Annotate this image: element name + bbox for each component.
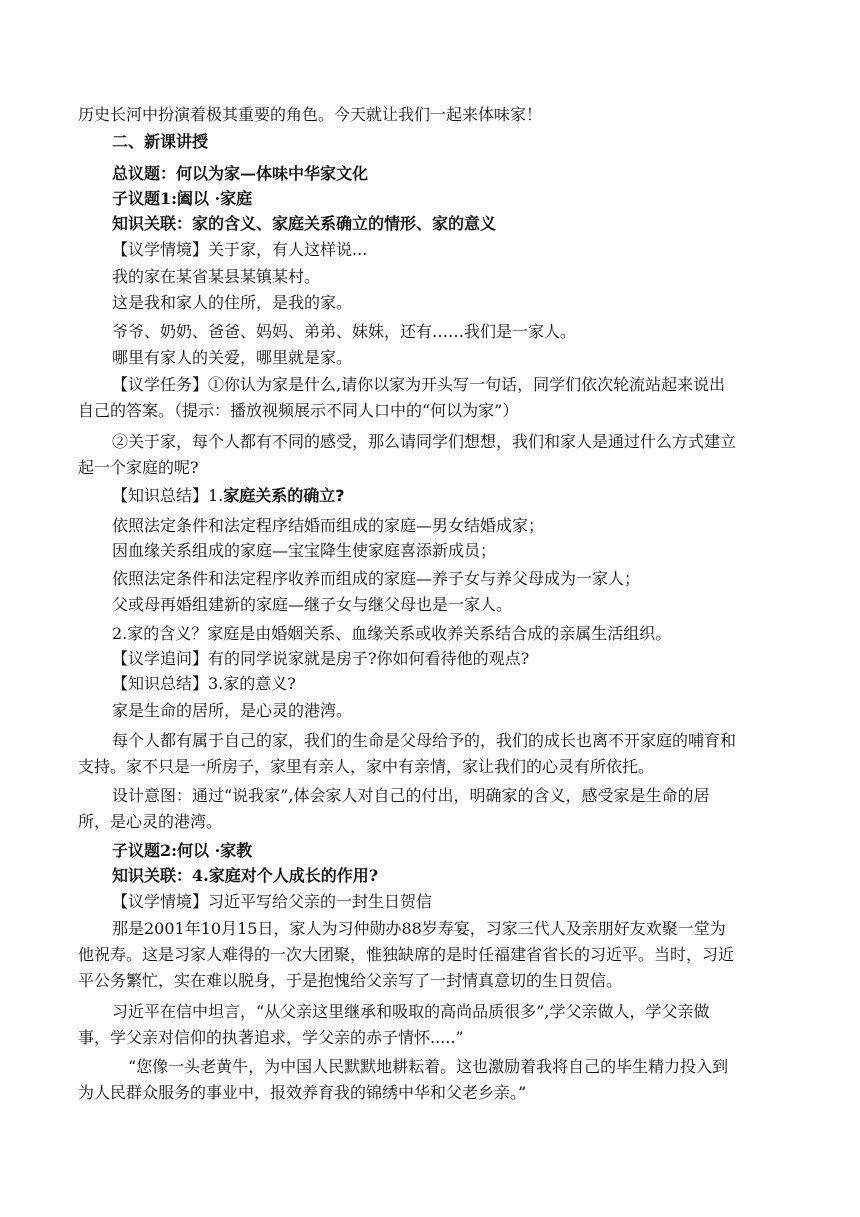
story-line: 事，学父亲对信仰的执著追求，学父亲的赤子情怀.....” (78, 1028, 464, 1047)
story-line: 习近平在信中坦言，“从父亲这里继承和吸取的高尚品质很多”,学父亲做人，学父亲做 (112, 1002, 710, 1021)
intro-line: 历史长河中扮演着极其重要的角色。今天就让我们一起来体味家！ (78, 105, 543, 124)
quote-line: 哪里有家人的关爱，哪里就是家。 (112, 348, 353, 367)
task-line: 自己的答案。（提示：播放视频展示不同人口中的“何以为家”） (78, 401, 519, 420)
main-topic: 总议题：何以为家—体味中华家文化 (112, 164, 369, 183)
knowledge-link-1: 知识关联：家的含义、家庭关系确立的情形、家的意义 (112, 214, 497, 233)
story-line: “您像一头老黄牛，为中国人民默默地耕耘着。这也激励着我将自己的毕生精力投入到 (128, 1057, 729, 1076)
task-line: 【议学任务】①你认为家是什么,请你以家为开头写一句话，同学们依次轮流站起来说出 (112, 375, 726, 394)
summary-title: 家庭关系的确立? (223, 486, 345, 505)
relation-line: 依照法定条件和法定程序收养而组成的家庭—养子女与养父母成为一家人； (112, 569, 641, 588)
paragraph-line: 支持。家不只是一所房子，家里有亲人，家中有亲情，家让我们的心灵有所依托。 (78, 757, 655, 776)
summary-line: 【知识总结】3.家的意义? (112, 674, 296, 693)
knowledge-link-2: 知识关联：4.家庭对个人成长的作用? (112, 866, 379, 885)
story-line: 平公务繁忙，实在难以脱身，于是抱愧给父亲写了一封情真意切的生日贺信。 (78, 971, 623, 990)
story-line: 为人民群众服务的事业中，报效养育我的锦绣中华和父老乡亲。” (78, 1083, 527, 1102)
followup-question: 【议学追问】有的同学说家就是房子?你如何看待他的观点? (112, 649, 530, 668)
scenario-2: 【议学情境】习近平写给父亲的一封生日贺信 (112, 892, 433, 911)
relation-line: 依照法定条件和法定程序结婚而组成的家庭—男女结婚成家； (112, 516, 545, 535)
definition-line: 2.家的含义？家庭是由婚姻关系、血缘关系或收养关系结合成的亲属生活组织。 (112, 624, 672, 643)
quote-line: 这是我和家人的住所，是我的家。 (112, 293, 353, 312)
task-line: 起一个家庭的呢? (78, 458, 199, 477)
subtopic-1: 子议题1:阖以 ·家庭 (112, 189, 253, 208)
relation-line: 因血缘关系组成的家庭—宝宝降生使家庭喜添新成员； (112, 541, 497, 560)
design-intent: 设计意图：通过“说我家”,体会家人对自己的付出，明确家的含义，感受家是生命的居 (112, 786, 710, 805)
design-intent: 所，是心灵的港湾。 (78, 812, 223, 831)
relation-line: 父或母再婚组建新的家庭—继子女与继父母也是一家人。 (112, 595, 513, 614)
story-line: 那是2001年10月15日，家人为习仲勋办88岁寿宴，习家三代人及亲朋好友欢聚一堂为 (112, 919, 726, 938)
summary-label: 【知识总结】1. (112, 486, 224, 505)
task-line: ②关于家，每个人都有不同的感受，那么请同学们想想，我们和家人是通过什么方式建立 (112, 432, 737, 451)
quote-line: 爷爷、奶奶、爸爸、妈妈、弟弟、妹妹，还有……我们是一家人。 (112, 322, 577, 341)
quote-line: 我的家在某省某县某镇某村。 (112, 267, 321, 286)
section-heading: 二、新课讲授 (112, 132, 209, 151)
scenario-1: 【议学情境】关于家，有人这样说... (112, 240, 368, 259)
paragraph-line: 每个人都有属于自己的家，我们的生命是父母给予的，我们的成长也离不开家庭的哺育和 (112, 731, 737, 750)
subtopic-2: 子议题2:何以 ·家教 (112, 841, 253, 860)
story-line: 他祝寿。这是习家人难得的一次大团聚，惟独缺席的是时任福建省省长的习近平。当时，习近 (78, 945, 735, 964)
summary-line (112, 485, 345, 507)
meaning-line: 家是生命的居所，是心灵的港湾。 (112, 701, 353, 720)
